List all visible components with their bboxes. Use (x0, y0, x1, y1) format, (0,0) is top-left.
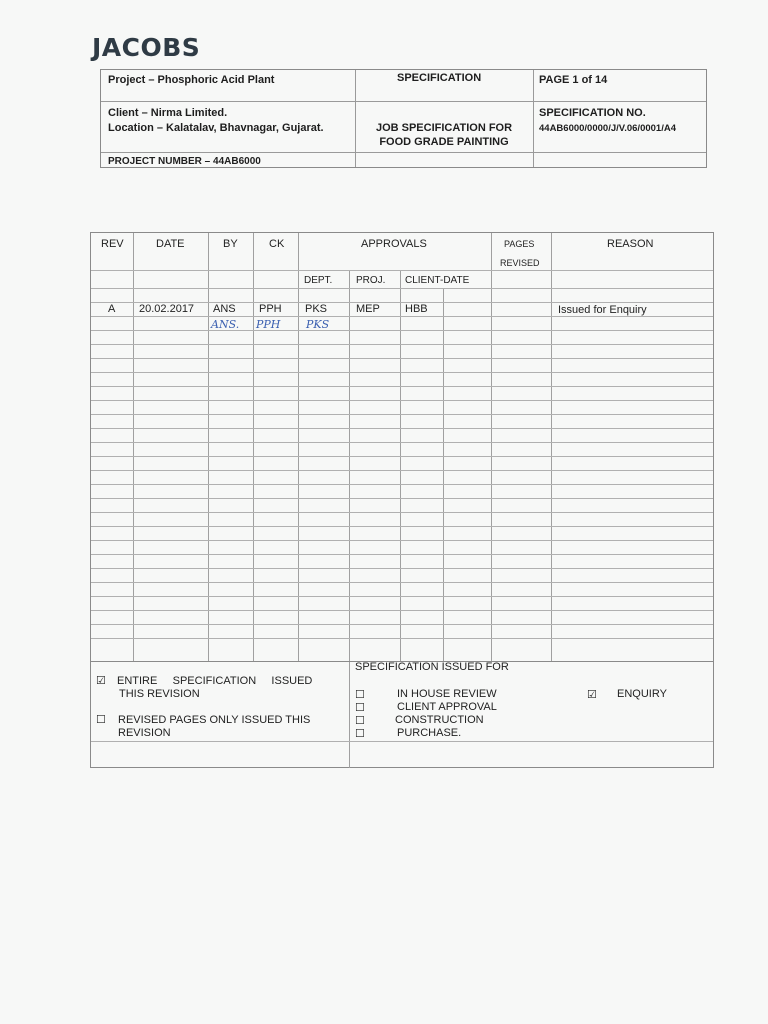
project-name: Project – Phosphoric Acid Plant (108, 74, 275, 86)
signature-ck: PPH (256, 318, 281, 331)
divider (101, 101, 706, 102)
col-rev-header: REV (101, 238, 124, 250)
divider (349, 270, 350, 661)
divider (91, 498, 713, 499)
row-ck: PPH (259, 303, 282, 315)
divider (91, 484, 713, 485)
divider (91, 638, 713, 639)
col-pages-header: PAGES (504, 239, 535, 249)
client-name: Client – Nirma Limited. (108, 107, 228, 119)
entire-spec-label: ENTIRE SPECIFICATION ISSUED (117, 675, 313, 687)
client-approval-checkbox[interactable]: ☐ (355, 702, 365, 714)
divider (91, 470, 713, 471)
signature-dept: PKS (306, 318, 330, 331)
divider (91, 456, 713, 457)
divider (91, 568, 713, 569)
divider (91, 526, 713, 527)
entire-spec-label-2: THIS REVISION (119, 688, 200, 700)
issued-for-title: SPECIFICATION ISSUED FOR (355, 661, 509, 673)
divider (91, 540, 713, 541)
divider (91, 610, 713, 611)
client-approval-label: CLIENT APPROVAL (397, 701, 497, 713)
title-block (100, 69, 707, 168)
project-number: PROJECT NUMBER – 44AB6000 (108, 156, 261, 167)
divider (91, 358, 713, 359)
revised-pages-checkbox[interactable]: ☐ (96, 714, 106, 726)
row-date: 20.02.2017 (139, 303, 195, 315)
divider (91, 414, 713, 415)
divider (91, 512, 713, 513)
row-by: ANS (213, 303, 236, 315)
location: Location – Kalatalav, Bhavnagar, Gujarat. (108, 122, 324, 134)
spec-no: 44AB6000/0000/J/V.06/0001/A4 (539, 123, 676, 134)
entire-spec-checkbox[interactable]: ☑ (96, 675, 106, 687)
divider (349, 661, 350, 768)
col-ck-header: CK (269, 238, 285, 250)
divider (400, 270, 401, 661)
in-house-label: IN HOUSE REVIEW (397, 688, 497, 700)
divider (91, 741, 713, 742)
col-date-header: DATE (156, 238, 185, 250)
divider (91, 428, 713, 429)
purchase-checkbox[interactable]: ☐ (355, 728, 365, 740)
divider (91, 288, 713, 289)
spec-title-line2: FOOD GRADE PAINTING (379, 136, 509, 148)
col-approvals-header: APPROVALS (361, 238, 427, 250)
col-revised-header: REVISED (500, 258, 540, 268)
divider (101, 152, 706, 153)
divider (91, 372, 713, 373)
divider (91, 344, 713, 345)
divider (91, 270, 713, 271)
signature-by: ANS. (211, 318, 240, 331)
col-client-date-header: CLIENT-DATE (405, 275, 470, 286)
enquiry-checkbox[interactable]: ☑ (587, 689, 597, 701)
spec-title-line1: JOB SPECIFICATION FOR (375, 122, 513, 134)
revision-table (90, 232, 714, 768)
jacobs-logo: JACOBS (92, 33, 201, 62)
divider (91, 400, 713, 401)
col-by-header: BY (223, 238, 238, 250)
divider (91, 386, 713, 387)
divider (91, 624, 713, 625)
row-client: HBB (405, 303, 428, 315)
row-rev: A (108, 303, 116, 315)
spec-label: SPECIFICATION (397, 72, 482, 84)
col-dept-header: DEPT. (304, 275, 333, 286)
page-count: PAGE 1 of 14 (539, 74, 608, 86)
enquiry-label: ENQUIRY (617, 688, 667, 700)
col-reason-header: REASON (607, 238, 654, 250)
spec-no-label: SPECIFICATION NO. (539, 107, 646, 119)
purchase-label: PURCHASE. (397, 727, 462, 739)
divider (91, 554, 713, 555)
divider (91, 582, 713, 583)
revised-pages-label: REVISED PAGES ONLY ISSUED THIS (118, 714, 311, 726)
in-house-checkbox[interactable]: ☐ (355, 689, 365, 701)
divider (91, 316, 713, 317)
divider (91, 442, 713, 443)
col-proj-header: PROJ. (356, 275, 386, 286)
divider (91, 330, 713, 331)
construction-label: CONSTRUCTION (395, 714, 484, 726)
revised-pages-label-2: REVISION (118, 727, 171, 739)
divider (91, 596, 713, 597)
row-reason: Issued for Enquiry (558, 304, 647, 316)
construction-checkbox[interactable]: ☐ (355, 715, 365, 727)
row-dept: PKS (305, 303, 328, 315)
row-proj: MEP (356, 303, 380, 315)
